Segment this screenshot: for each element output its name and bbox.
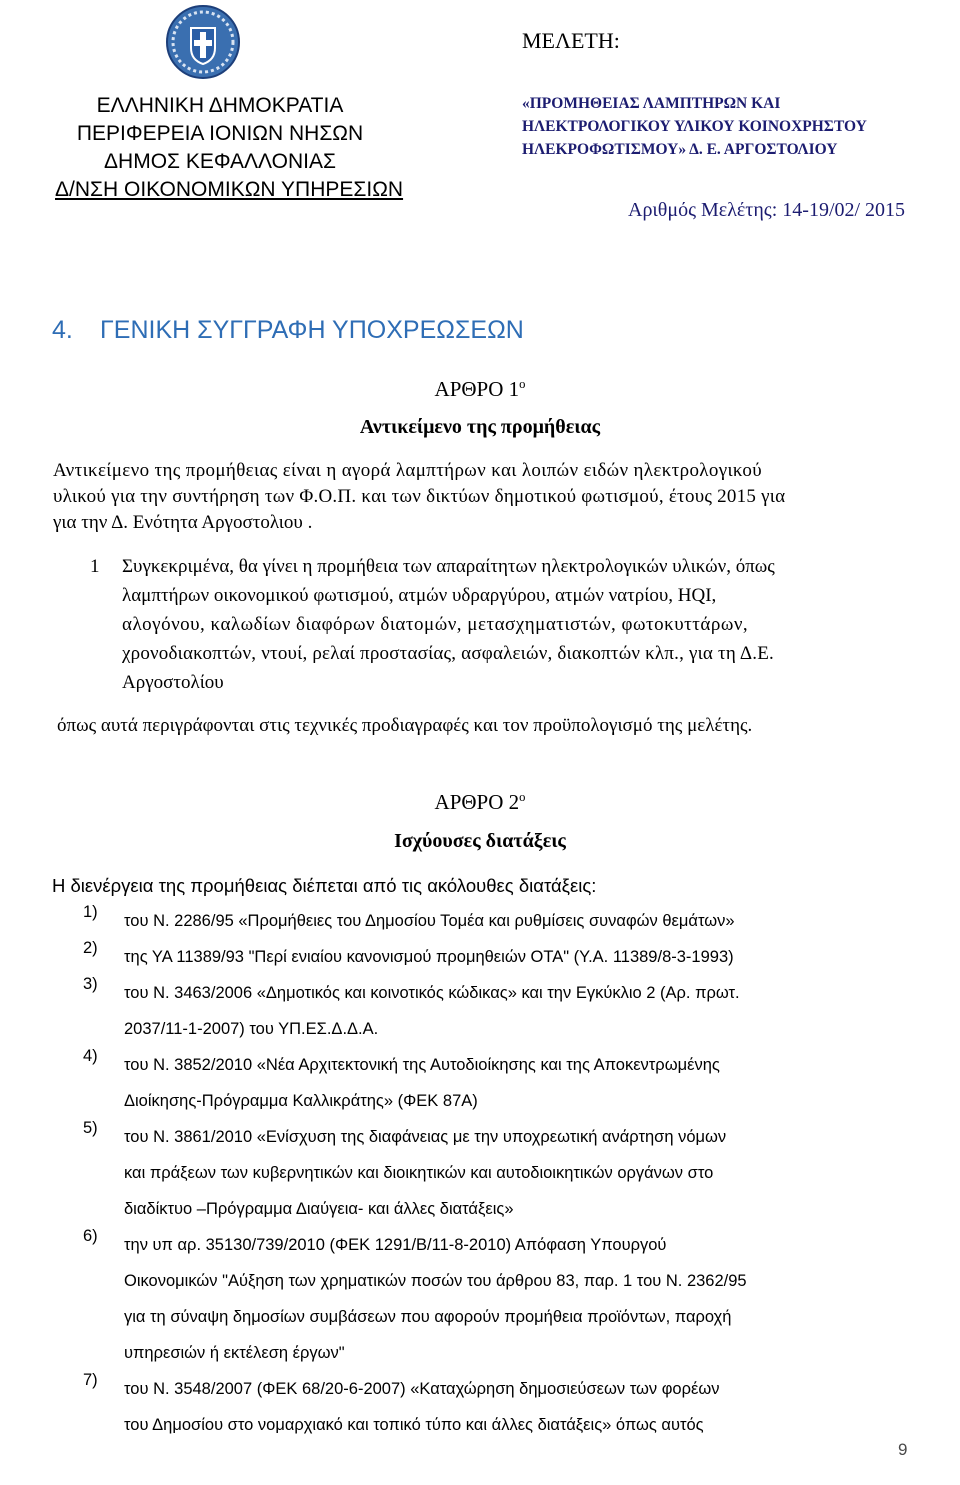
- list-item-line: του Δημοσίου στο νομαρχιακό και τοπικό τύπο και άλλες διατάξεις» όπως αυτός: [124, 1416, 704, 1434]
- paragraph-line: Αντικείμενο της προμήθειας είναι η αγορά λαμπτήρων και λοιπών ειδών ηλεκτρολογικού: [53, 460, 763, 481]
- project-title-line: ΗΛΕΚΡΟΦΩΤΙΣΜΟΥ» Δ. Ε. ΑΡΓΟΣΤΟΛΙΟΥ: [522, 141, 838, 158]
- list-item-number: 5): [83, 1119, 98, 1137]
- list-item-line: του Ν. 3463/2006 «Δημοτικός και κοινοτικός κώδικας» και την Εγκύκλιο 2 (Αρ. πρωτ.: [124, 984, 740, 1002]
- list-item-line: υπηρεσιών ή εκτέλεση έργων": [124, 1344, 345, 1362]
- list-item: [83, 903, 913, 939]
- list-item-line: Διοίκησης-Πρόγραμμα Καλλικράτης» (ΦΕΚ 87Α): [124, 1092, 478, 1110]
- paragraph-line: για την Δ. Ενότητα Αργοστολιου .: [53, 512, 313, 533]
- list-item-line: 2037/11-1-2007) του ΥΠ.ΕΣ.Δ.Δ.Α.: [124, 1020, 379, 1038]
- item-line: αλογόνου, καλωδίων διαφόρων διατομών, μετασχηματιστών, φωτοκυττάρων,: [122, 614, 749, 635]
- paragraph-line: υλικού για την συντήρηση των Φ.Ο.Π. και των δικτύων δημοτικού φωτισμού, έτους 2015 για: [53, 486, 786, 507]
- list-item: [83, 939, 913, 975]
- study-label: ΜΕΛΕΤΗ:: [522, 28, 620, 53]
- item-line: Αργοστολίου: [122, 672, 224, 693]
- header-line-region: ΠΕΡΙΦΕΡΕΙΑ ΙΟΝΙΩΝ ΝΗΣΩΝ: [76, 122, 364, 145]
- list-item: [83, 1047, 913, 1119]
- article-heading-text: ΑΡΘΡΟ 1: [434, 377, 520, 401]
- list-item: [83, 1227, 913, 1371]
- list-item-number: 3): [83, 975, 98, 993]
- authority-header: [55, 92, 404, 204]
- list-item-number: 2): [83, 939, 98, 957]
- project-title-line: «ΠΡΟΜΗΘΕΙΑΣ ΛΑΜΠΤΗΡΩΝ ΚΑΙ: [522, 95, 781, 112]
- study-number: Αριθμός Μελέτης: 14-19/02/ 2015: [628, 199, 906, 221]
- article-1-item: [90, 552, 912, 697]
- item-line: λαμπτήρων οικονομικού φωτισμού, ατμών υδραργύρου, ατμών νατρίου, HQI,: [122, 585, 717, 606]
- list-item-line: διαδίκτυο –Πρόγραμμα Διαύγεια- και άλλες διατάξεις»: [124, 1200, 514, 1218]
- item-line: χρονοδιακοπτών, ντουί, ρελαί προστασίας, ασφαλειών, διακοπτών κλπ., για τη Δ.Ε.: [122, 643, 774, 664]
- list-item-line: του Ν. 3852/2010 «Νέα Αρχιτεκτονική της Αυτοδιοίκησης και της Αποκεντρωμένης: [124, 1056, 720, 1074]
- header-line-country: ΕΛΛΗΝΙΚΗ ΔΗΜΟΚΡΑΤΙΑ: [96, 94, 344, 117]
- greek-emblem-icon: [165, 4, 241, 80]
- list-item-line: της ΥΑ 11389/93 "Περί ενιαίου κανονισμού προμηθειών ΟΤΑ" (Υ.Α. 11389/8-3-1993): [124, 948, 734, 966]
- list-item: [83, 1119, 913, 1227]
- section-title: ΓΕΝΙΚΗ ΣΥΓΓΡΑΦΗ ΥΠΟΧΡΕΩΣΕΩΝ: [100, 316, 524, 344]
- list-item-number: 4): [83, 1047, 98, 1065]
- list-item-line: του Ν. 3861/2010 «Ενίσχυση της διαφάνειας με την υποχρεωτική ανάρτηση νόμων: [124, 1128, 727, 1146]
- article-1-subtitle: Αντικείμενο της προμήθειας: [359, 416, 601, 438]
- article-heading-sup: ο: [519, 377, 526, 391]
- item-number: 1: [90, 556, 100, 577]
- list-item-number: 6): [83, 1227, 98, 1245]
- list-item-line: και πράξεων των κυβερνητικών και διοικητικών και αυτοδιοικητικών οργάνων στο: [124, 1164, 714, 1182]
- list-item-line: του Ν. 2286/95 «Προμήθειες του Δημοσίου Τομέα και ρυθμίσεις συναφών θεμάτων»: [124, 912, 735, 930]
- article-2-subtitle: Ισχύουσες διατάξεις: [394, 830, 566, 852]
- list-item: [83, 1371, 913, 1443]
- list-item-line: του Ν. 3548/2007 (ΦΕΚ 68/20-6-2007) «Καταχώρηση δημοσιεύσεων των φορέων: [124, 1380, 720, 1398]
- project-title: [522, 92, 942, 161]
- article-1-paragraph: [53, 458, 910, 536]
- list-item: [83, 975, 913, 1047]
- article-heading-text: ΑΡΘΡΟ 2: [434, 790, 520, 814]
- list-item-number: 7): [83, 1371, 98, 1389]
- section-heading: [52, 316, 524, 345]
- list-item-number: 1): [83, 903, 98, 921]
- item-line: Συγκεκριμένα, θα γίνει η προμήθεια των απαραίτητων ηλεκτρολογικών υλικών, όπως: [122, 556, 775, 577]
- list-item-line: την υπ αρ. 35130/739/2010 (ΦΕΚ 1291/Β/11-8-2010) Απόφαση Υπουργού: [124, 1236, 667, 1254]
- section-number: 4.: [52, 316, 73, 344]
- article-2-intro: Η διενέργεια της προμήθειας διέπεται από τις ακόλουθες διατάξεις:: [52, 875, 597, 896]
- list-item-line: για τη σύναψη δημοσίων συμβάσεων που αφορούν προμήθεια προϊόντων, παροχή: [124, 1308, 732, 1326]
- project-title-line: ΗΛΕΚΤΡΟΛΟΓΙΚΟΥ ΥΛΙΚΟΥ ΚΟΙΝΟΧΡΗΣΤΟΥ: [522, 118, 867, 135]
- article-heading-sup: ο: [519, 790, 526, 804]
- article-1-closing: όπως αυτά περιγράφονται στις τεχνικές προδιαγραφές και τον προϋπολογισμό της μελέτης.: [57, 715, 753, 736]
- header-line-municipality: ΔΗΜΟΣ ΚΕΦΑΛΛΟΝΙΑΣ: [104, 150, 336, 173]
- article-2-heading: [0, 790, 960, 815]
- list-item-line: Οικονομικών "Αύξηση των χρηματικών ποσών του άρθρου 83, παρ. 1 του Ν. 2362/95: [124, 1272, 747, 1290]
- page-number: 9: [898, 1440, 908, 1459]
- header-line-directorate: Δ/ΝΣΗ ΟΙΚΟΝΟΜΙΚΩΝ ΥΠΗΡΕΣΙΩΝ: [55, 178, 404, 201]
- provisions-list: [83, 903, 913, 1443]
- article-1-heading: [0, 377, 960, 402]
